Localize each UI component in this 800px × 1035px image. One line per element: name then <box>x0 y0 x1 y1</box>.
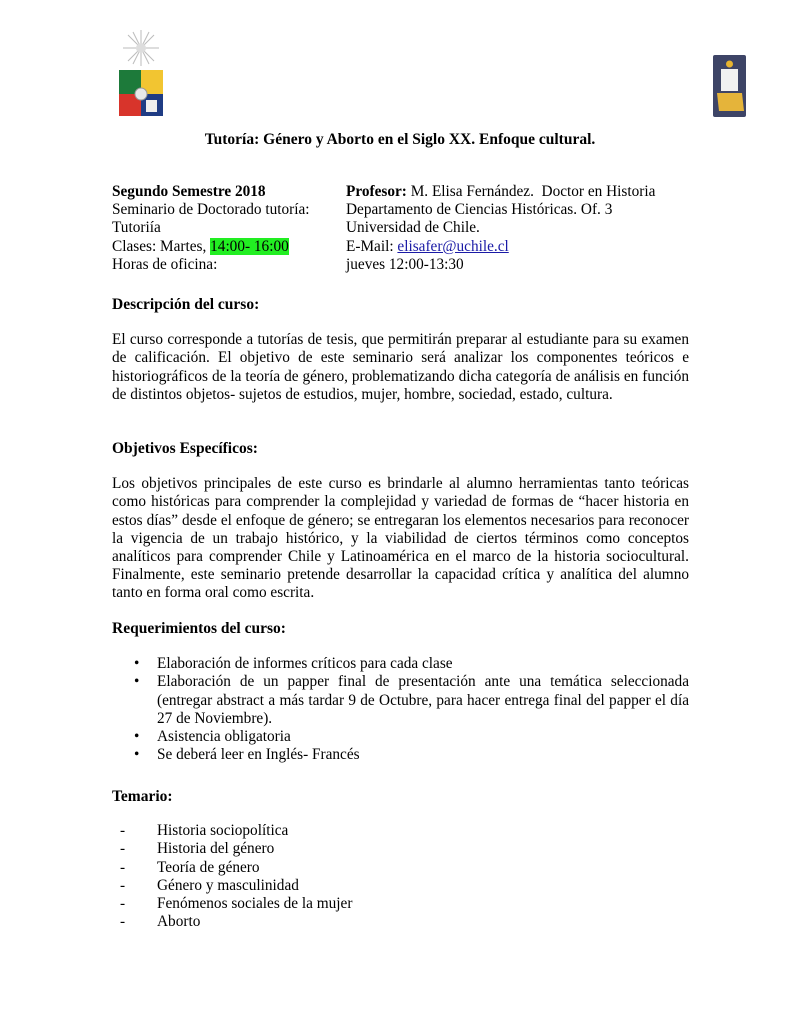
professor-label: Profesor: <box>346 183 407 200</box>
list-item: • Elaboración de informes críticos para cada clase <box>134 655 453 673</box>
list-item: • Asistencia obligatoria <box>134 728 291 746</box>
document-title: Tutoría: Género y Aborto en el Siglo XX. Enfoque cultural. <box>204 131 596 148</box>
department: Departamento de Ciencias Históricas. Of. 3 <box>346 201 613 219</box>
list-item: • Se deberá leer en Inglés- Francés <box>134 746 360 764</box>
university: Universidad de Chile. <box>346 219 480 237</box>
seminar-type: Seminario de Doctorado tutoría: <box>112 201 310 219</box>
email-label: E-Mail: <box>346 237 398 255</box>
email-link[interactable]: elisafer@uchile.cl <box>397 237 509 255</box>
university-crest-logo <box>113 28 169 118</box>
classes-time: 14:00- 16:00 <box>210 237 289 255</box>
office-hours-label: Horas de oficina: <box>112 255 218 273</box>
list-item: - Género y masculinidad <box>120 876 299 894</box>
list-item: • Elaboración de un papper final de presentación ante una temática seleccionada (entregar abstract a más tardar 9 de Octubre, para hacer entrega final del papper el día 27 de Noviembre). <box>134 673 689 727</box>
requirements-section <box>112 620 689 764</box>
semester: Segundo Semestre 2018 <box>112 183 266 200</box>
requirements-heading: Requerimientos del curso: <box>112 620 286 637</box>
classes-label: Clases: Martes, <box>112 237 211 255</box>
professor-name: M. Elisa Fernández. Doctor en Historia <box>406 183 656 200</box>
professor-info <box>346 183 655 274</box>
description-text: El curso corresponde a tutorías de tesis, que permitirán preparar al estudiante para su examen de calificación. El objetivo de este seminario será analizar los componentes teóricos e historiográficos de la teoría de género, problematizando dicha categoría de análisis en función de distintos objetos- sujetos de estudios, mujer, hombre, sociedad, estado, cultura. <box>112 331 689 403</box>
list-item: - Aborto <box>120 913 201 931</box>
syllabus-section <box>112 788 689 931</box>
office-hours: jueves 12:00-13:30 <box>346 255 464 273</box>
list-item: - Historia del género <box>120 840 275 858</box>
objectives-text: Los objetivos principales de este curso es brindarle al alumno herramientas tanto teóricas como históricas para comprender la complejidad y variedad de formas de “hacer historia en estos días” desde el enfoque de género; se entregaran los elementos necesarios para reconocer la vigencia de un trabajo histórico, y la viabilidad de ciertos términos como conceptos analíticos para comprender Chile y Latinoamérica en el marco de la historia sociocultural. Finalmente, este seminario pretende desarrollar la capacidad crítica y analítica del alumno tanto en forma oral como escrita. <box>112 475 689 602</box>
seminar-kind: Tutoriía <box>112 219 161 237</box>
syllabus-heading: Temario: <box>112 788 173 805</box>
description-heading: Descripción del curso: <box>112 296 260 313</box>
list-item: - Teoría de género <box>120 858 260 876</box>
objectives-heading: Objetivos Específicos: <box>112 440 258 457</box>
description-section <box>112 296 689 404</box>
list-item: - Fenómenos sociales de la mujer <box>120 895 353 913</box>
objectives-section <box>112 440 689 603</box>
faculty-emblem-logo <box>713 55 747 119</box>
course-info <box>112 183 310 274</box>
list-item: - Historia sociopolítica <box>120 822 289 840</box>
